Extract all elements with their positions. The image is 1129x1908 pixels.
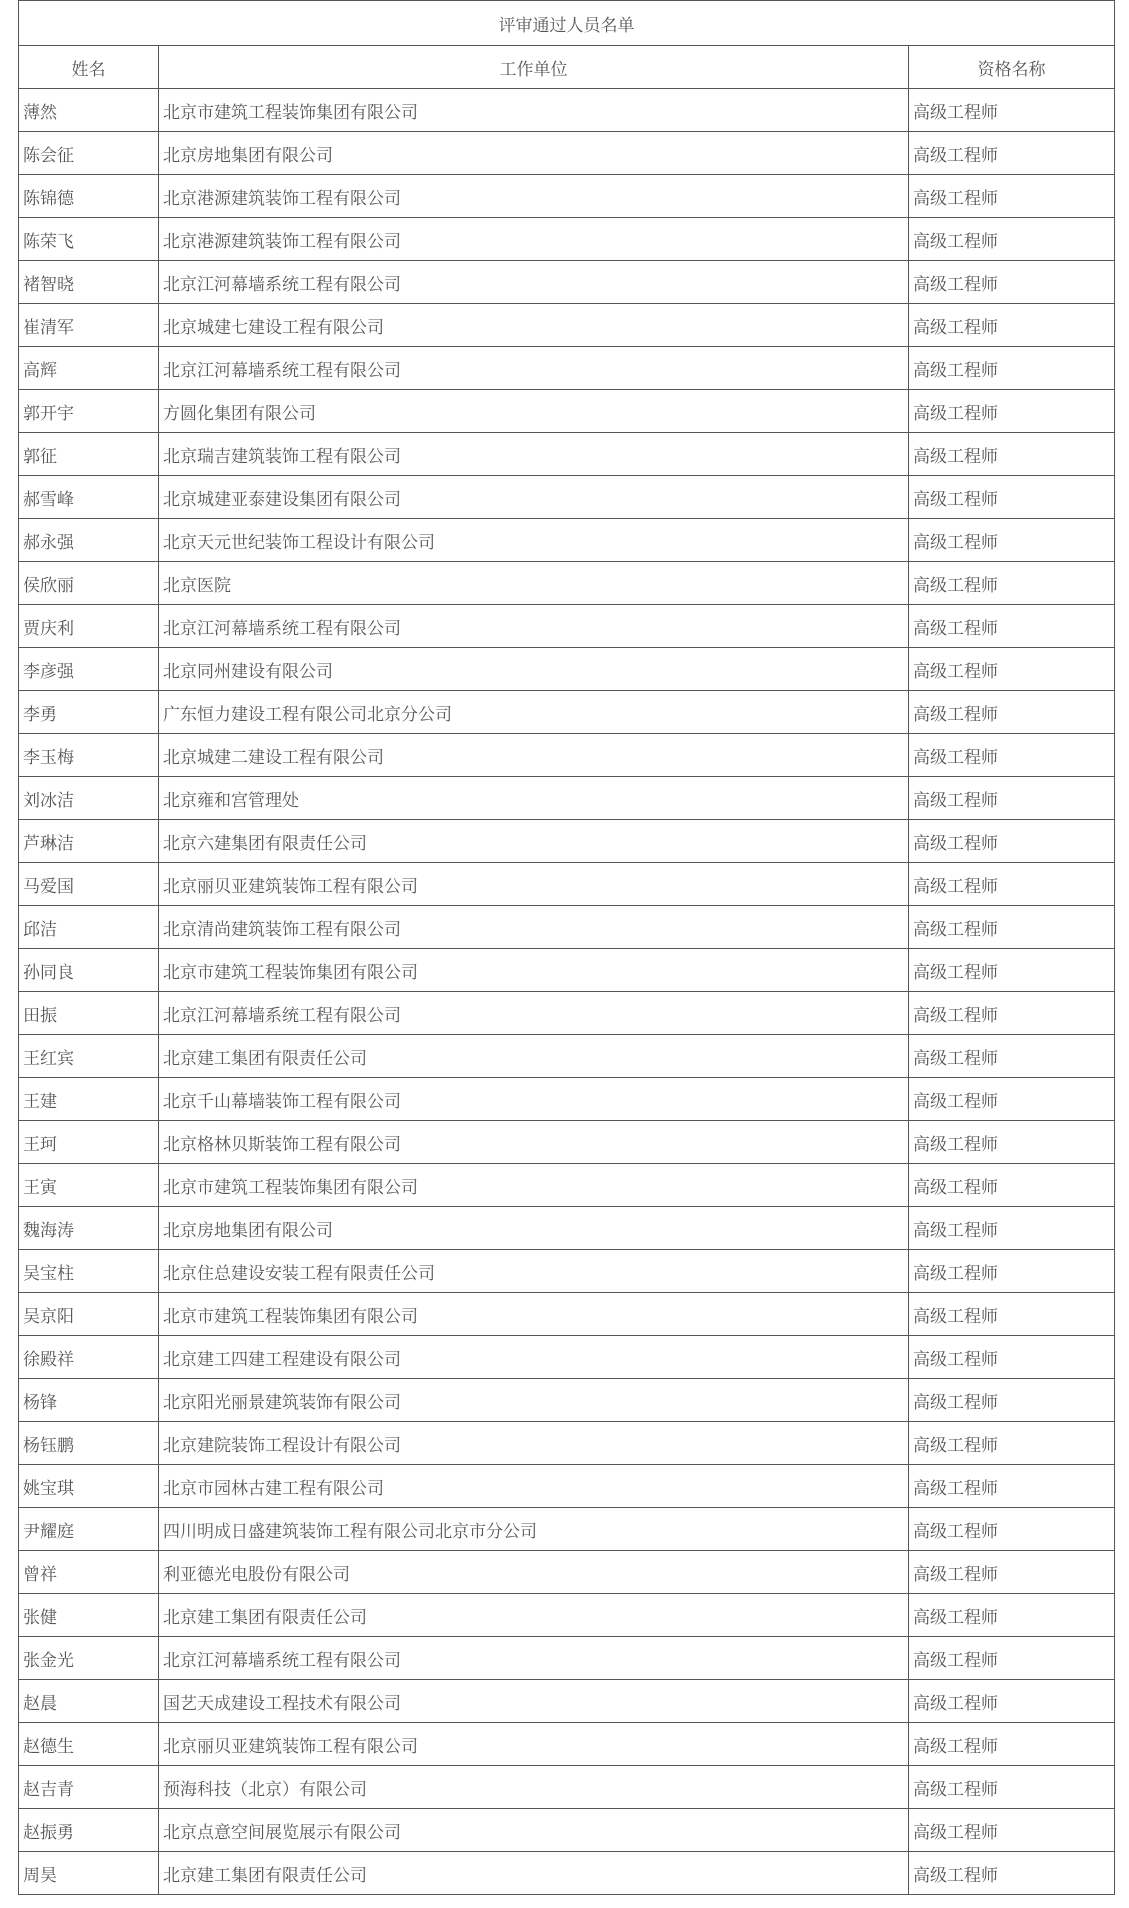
table-row — [19, 1465, 1115, 1508]
cell-employer: 北京江河幕墙系统工程有限公司 — [159, 261, 909, 304]
cell-qualification: 高级工程师 — [909, 605, 1115, 648]
cell-name: 曾祥 — [19, 1551, 159, 1594]
cell-qualification: 高级工程师 — [909, 1164, 1115, 1207]
cell-name: 赵德生 — [19, 1723, 159, 1766]
table-row — [19, 1508, 1115, 1551]
approved-personnel-table — [18, 0, 1115, 1895]
table-row — [19, 1336, 1115, 1379]
table-row — [19, 691, 1115, 734]
cell-qualification: 高级工程师 — [909, 1422, 1115, 1465]
cell-employer: 北京港源建筑装饰工程有限公司 — [159, 175, 909, 218]
cell-employer: 北京点意空间展览展示有限公司 — [159, 1809, 909, 1852]
cell-qualification: 高级工程师 — [909, 734, 1115, 777]
table-row — [19, 863, 1115, 906]
cell-qualification: 高级工程师 — [909, 906, 1115, 949]
cell-qualification: 高级工程师 — [909, 390, 1115, 433]
cell-name: 吴京阳 — [19, 1293, 159, 1336]
cell-name: 李勇 — [19, 691, 159, 734]
cell-qualification: 高级工程师 — [909, 1250, 1115, 1293]
cell-name: 赵振勇 — [19, 1809, 159, 1852]
cell-qualification: 高级工程师 — [909, 992, 1115, 1035]
cell-name: 高辉 — [19, 347, 159, 390]
cell-employer: 北京市建筑工程装饰集团有限公司 — [159, 89, 909, 132]
cell-employer: 北京城建亚泰建设集团有限公司 — [159, 476, 909, 519]
cell-qualification: 高级工程师 — [909, 1293, 1115, 1336]
cell-employer: 北京同州建设有限公司 — [159, 648, 909, 691]
table-row — [19, 777, 1115, 820]
cell-name: 赵晨 — [19, 1680, 159, 1723]
cell-name: 芦琳洁 — [19, 820, 159, 863]
cell-qualification: 高级工程师 — [909, 648, 1115, 691]
cell-name: 杨锋 — [19, 1379, 159, 1422]
cell-employer: 方圆化集团有限公司 — [159, 390, 909, 433]
cell-employer: 北京江河幕墙系统工程有限公司 — [159, 1637, 909, 1680]
table-row — [19, 949, 1115, 992]
cell-employer: 北京港源建筑装饰工程有限公司 — [159, 218, 909, 261]
cell-qualification: 高级工程师 — [909, 89, 1115, 132]
table-row — [19, 1594, 1115, 1637]
table-row — [19, 648, 1115, 691]
cell-qualification: 高级工程师 — [909, 132, 1115, 175]
table-body — [19, 89, 1115, 1895]
table-row — [19, 89, 1115, 132]
cell-employer: 北京丽贝亚建筑装饰工程有限公司 — [159, 1723, 909, 1766]
cell-employer: 国艺天成建设工程技术有限公司 — [159, 1680, 909, 1723]
cell-employer: 四川明成日盛建筑装饰工程有限公司北京市分公司 — [159, 1508, 909, 1551]
cell-employer: 北京城建二建设工程有限公司 — [159, 734, 909, 777]
table-row — [19, 734, 1115, 777]
cell-name: 魏海涛 — [19, 1207, 159, 1250]
cell-qualification: 高级工程师 — [909, 433, 1115, 476]
cell-qualification: 高级工程师 — [909, 519, 1115, 562]
cell-employer: 北京建工集团有限责任公司 — [159, 1035, 909, 1078]
cell-qualification: 高级工程师 — [909, 1637, 1115, 1680]
cell-employer: 北京雍和宫管理处 — [159, 777, 909, 820]
cell-qualification: 高级工程师 — [909, 1207, 1115, 1250]
cell-name: 杨钰鹏 — [19, 1422, 159, 1465]
cell-name: 孙同良 — [19, 949, 159, 992]
table-row — [19, 433, 1115, 476]
table-row — [19, 390, 1115, 433]
table-row — [19, 1121, 1115, 1164]
table-row — [19, 605, 1115, 648]
cell-employer: 北京阳光丽景建筑装饰有限公司 — [159, 1379, 909, 1422]
cell-name: 郭开宇 — [19, 390, 159, 433]
cell-name: 周昊 — [19, 1852, 159, 1895]
cell-employer: 北京市建筑工程装饰集团有限公司 — [159, 1164, 909, 1207]
cell-name: 李玉梅 — [19, 734, 159, 777]
cell-name: 邱洁 — [19, 906, 159, 949]
cell-name: 薄然 — [19, 89, 159, 132]
cell-name: 褚智晓 — [19, 261, 159, 304]
cell-qualification: 高级工程师 — [909, 1035, 1115, 1078]
table-row — [19, 175, 1115, 218]
cell-qualification: 高级工程师 — [909, 949, 1115, 992]
cell-name: 张健 — [19, 1594, 159, 1637]
table-row — [19, 261, 1115, 304]
table-row — [19, 906, 1115, 949]
cell-qualification: 高级工程师 — [909, 347, 1115, 390]
cell-employer: 北京房地集团有限公司 — [159, 1207, 909, 1250]
table-title: 评审通过人员名单 — [19, 1, 1115, 46]
table-row — [19, 1723, 1115, 1766]
cell-qualification: 高级工程师 — [909, 1680, 1115, 1723]
cell-employer: 北京建工四建工程建设有限公司 — [159, 1336, 909, 1379]
cell-employer: 北京江河幕墙系统工程有限公司 — [159, 605, 909, 648]
cell-employer: 北京清尚建筑装饰工程有限公司 — [159, 906, 909, 949]
cell-employer: 北京建院装饰工程设计有限公司 — [159, 1422, 909, 1465]
cell-name: 吴宝柱 — [19, 1250, 159, 1293]
column-header-name: 姓名 — [19, 46, 159, 89]
column-header-employer: 工作单位 — [159, 46, 909, 89]
table-row — [19, 304, 1115, 347]
cell-employer: 北京千山幕墙装饰工程有限公司 — [159, 1078, 909, 1121]
table-row — [19, 1207, 1115, 1250]
cell-name: 王红宾 — [19, 1035, 159, 1078]
cell-name: 陈荣飞 — [19, 218, 159, 261]
table-title-row — [19, 1, 1115, 46]
table-row — [19, 132, 1115, 175]
table-row — [19, 1680, 1115, 1723]
cell-employer: 北京格林贝斯装饰工程有限公司 — [159, 1121, 909, 1164]
table-row — [19, 1293, 1115, 1336]
cell-name: 田振 — [19, 992, 159, 1035]
table-row — [19, 1551, 1115, 1594]
table-row — [19, 476, 1115, 519]
table-row — [19, 1637, 1115, 1680]
cell-employer: 北京房地集团有限公司 — [159, 132, 909, 175]
cell-employer: 利亚德光电股份有限公司 — [159, 1551, 909, 1594]
cell-qualification: 高级工程师 — [909, 1766, 1115, 1809]
cell-name: 刘冰洁 — [19, 777, 159, 820]
table-header-row — [19, 46, 1115, 89]
table-row — [19, 1379, 1115, 1422]
cell-qualification: 高级工程师 — [909, 218, 1115, 261]
cell-employer: 北京医院 — [159, 562, 909, 605]
column-header-qualification: 资格名称 — [909, 46, 1115, 89]
cell-qualification: 高级工程师 — [909, 1121, 1115, 1164]
cell-qualification: 高级工程师 — [909, 1078, 1115, 1121]
cell-employer: 北京瑞吉建筑装饰工程有限公司 — [159, 433, 909, 476]
cell-name: 贾庆利 — [19, 605, 159, 648]
cell-qualification: 高级工程师 — [909, 1508, 1115, 1551]
cell-qualification: 高级工程师 — [909, 1723, 1115, 1766]
cell-name: 徐殿祥 — [19, 1336, 159, 1379]
table-row — [19, 1078, 1115, 1121]
cell-qualification: 高级工程师 — [909, 175, 1115, 218]
cell-name: 王寅 — [19, 1164, 159, 1207]
cell-name: 王建 — [19, 1078, 159, 1121]
cell-qualification: 高级工程师 — [909, 777, 1115, 820]
cell-name: 张金光 — [19, 1637, 159, 1680]
cell-employer: 北京市建筑工程装饰集团有限公司 — [159, 1293, 909, 1336]
cell-qualification: 高级工程师 — [909, 1809, 1115, 1852]
cell-employer: 广东恒力建设工程有限公司北京分公司 — [159, 691, 909, 734]
cell-name: 李彦强 — [19, 648, 159, 691]
cell-employer: 北京丽贝亚建筑装饰工程有限公司 — [159, 863, 909, 906]
cell-name: 郝雪峰 — [19, 476, 159, 519]
table-row — [19, 1766, 1115, 1809]
table-row — [19, 992, 1115, 1035]
table-row — [19, 1809, 1115, 1852]
cell-qualification: 高级工程师 — [909, 1336, 1115, 1379]
cell-qualification: 高级工程师 — [909, 1465, 1115, 1508]
cell-qualification: 高级工程师 — [909, 304, 1115, 347]
cell-employer: 北京城建七建设工程有限公司 — [159, 304, 909, 347]
table-row — [19, 1250, 1115, 1293]
cell-name: 崔清军 — [19, 304, 159, 347]
table-row — [19, 347, 1115, 390]
cell-name: 赵吉青 — [19, 1766, 159, 1809]
table-row — [19, 218, 1115, 261]
cell-qualification: 高级工程师 — [909, 476, 1115, 519]
cell-name: 侯欣丽 — [19, 562, 159, 605]
table-row — [19, 1852, 1115, 1895]
cell-qualification: 高级工程师 — [909, 1594, 1115, 1637]
cell-qualification: 高级工程师 — [909, 261, 1115, 304]
cell-qualification: 高级工程师 — [909, 562, 1115, 605]
cell-name: 郭征 — [19, 433, 159, 476]
cell-employer: 北京六建集团有限责任公司 — [159, 820, 909, 863]
cell-name: 郝永强 — [19, 519, 159, 562]
cell-name: 陈会征 — [19, 132, 159, 175]
cell-name: 尹耀庭 — [19, 1508, 159, 1551]
cell-name: 姚宝琪 — [19, 1465, 159, 1508]
cell-qualification: 高级工程师 — [909, 820, 1115, 863]
table-row — [19, 1422, 1115, 1465]
cell-qualification: 高级工程师 — [909, 863, 1115, 906]
cell-employer: 预海科技（北京）有限公司 — [159, 1766, 909, 1809]
cell-name: 陈锦德 — [19, 175, 159, 218]
cell-employer: 北京建工集团有限责任公司 — [159, 1594, 909, 1637]
cell-employer: 北京市建筑工程装饰集团有限公司 — [159, 949, 909, 992]
cell-employer: 北京江河幕墙系统工程有限公司 — [159, 347, 909, 390]
table-row — [19, 1035, 1115, 1078]
cell-name: 马爱国 — [19, 863, 159, 906]
cell-name: 王珂 — [19, 1121, 159, 1164]
cell-qualification: 高级工程师 — [909, 1551, 1115, 1594]
cell-employer: 北京建工集团有限责任公司 — [159, 1852, 909, 1895]
table-row — [19, 562, 1115, 605]
cell-employer: 北京市园林古建工程有限公司 — [159, 1465, 909, 1508]
table-row — [19, 519, 1115, 562]
cell-employer: 北京天元世纪装饰工程设计有限公司 — [159, 519, 909, 562]
table-row — [19, 1164, 1115, 1207]
cell-qualification: 高级工程师 — [909, 691, 1115, 734]
cell-qualification: 高级工程师 — [909, 1852, 1115, 1895]
cell-qualification: 高级工程师 — [909, 1379, 1115, 1422]
cell-employer: 北京江河幕墙系统工程有限公司 — [159, 992, 909, 1035]
table-row — [19, 820, 1115, 863]
cell-employer: 北京住总建设安装工程有限责任公司 — [159, 1250, 909, 1293]
